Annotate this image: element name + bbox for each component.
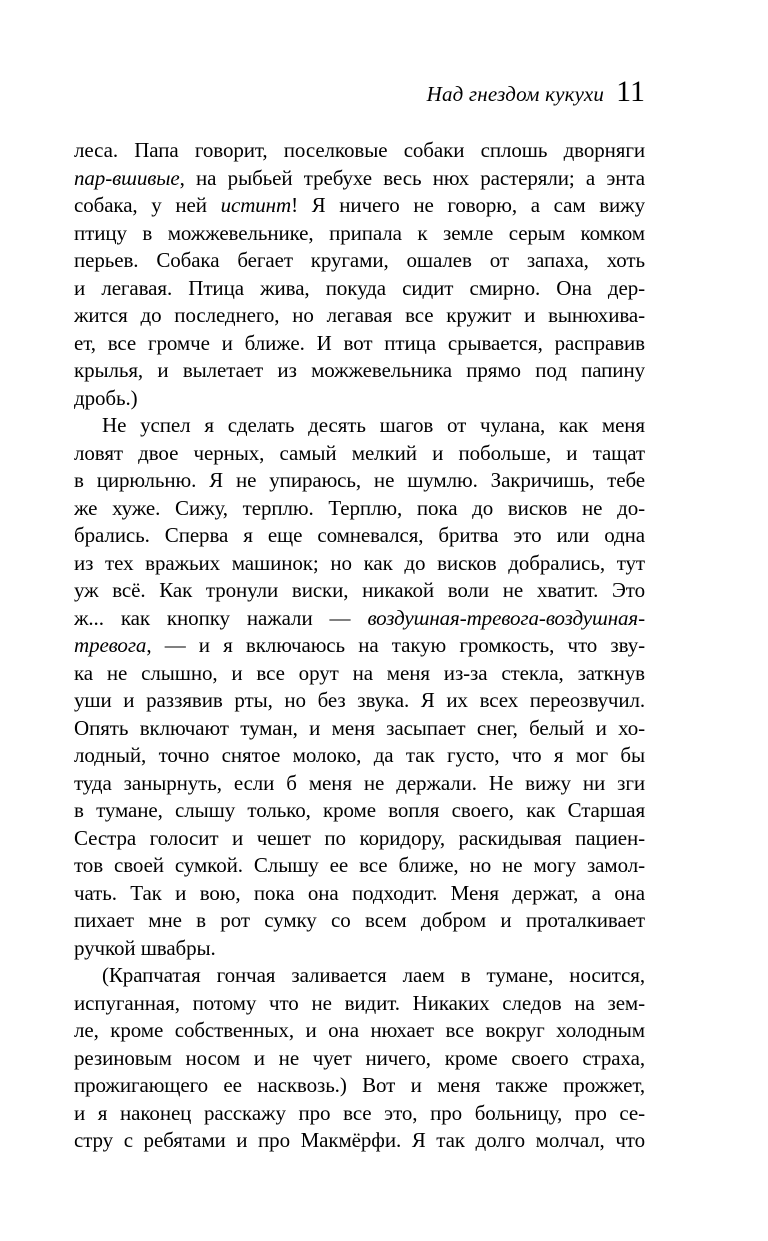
text-segment: в тумане, слышу только, кроме вопля своего, как Старшая — [74, 798, 645, 822]
text-segment: испуганная, потому что не видит. Никаких следов на зем- — [74, 990, 645, 1015]
text-line — [74, 495, 645, 523]
text-segment: в цирюльню. Я не упираюсь, не шумлю. Закричишь, тебе — [74, 468, 645, 492]
text-line — [74, 907, 645, 935]
paragraph — [74, 412, 645, 962]
text-line — [74, 550, 645, 578]
text-segment: леса. Папа говорит, поселковые собаки сплошь дворняги — [74, 138, 645, 162]
paragraph — [74, 962, 645, 1155]
text-segment: брались. Сперва я еще сомневался, бритва это или одна — [74, 523, 645, 547]
text-line — [74, 1017, 645, 1045]
text-line — [74, 440, 645, 468]
text-line — [74, 330, 645, 358]
text-segment: жится до последнего, но легавая все кружит и вынюхива- — [74, 303, 645, 327]
text-segment: уж всё. Как тронули виски, никакой воли не хватит. Это — [74, 578, 645, 602]
text-segment: тов своей сумкой. Слышу ее все ближе, но не могу замол- — [74, 853, 645, 877]
text-line — [74, 742, 645, 770]
text-line — [74, 137, 645, 165]
text-line — [74, 412, 645, 440]
text-segment: прожигающего ее насквозь.) Вот и меня также прожжет, — [74, 1073, 645, 1097]
text-segment: ж... как кнопку нажали — — [74, 605, 368, 630]
text-segment: , на рыбьей требухе весь нюх растеряли; а энта — [179, 165, 645, 190]
text-segment: перьев. Собака бегает кругами, ошалев от запаха, хоть — [74, 248, 645, 272]
running-title: Над гнездом кукухи — [426, 82, 605, 106]
text-segment: крылья, и вылетает из можжевельника прямо под папину — [74, 358, 645, 382]
emphasis-text: пар-вшивые — [74, 165, 180, 190]
page-number: 11 — [616, 75, 645, 108]
text-segment: Не успел я сделать десять шагов от чулана, как меня — [102, 413, 645, 437]
text-line — [74, 1045, 645, 1073]
text-segment: из тех вражьих машинок; но как до висков добрались, тут — [74, 550, 645, 575]
text-line — [74, 275, 645, 303]
emphasis-text: истинт — [220, 193, 292, 217]
text-line — [74, 467, 645, 495]
text-line — [74, 770, 645, 798]
emphasis-text: тревога — [74, 633, 147, 657]
text-line — [74, 1127, 645, 1155]
text-line — [74, 852, 645, 880]
text-line — [74, 660, 645, 688]
text-line — [74, 357, 645, 385]
text-segment: дробь.) — [74, 385, 138, 410]
text-line — [74, 880, 645, 908]
text-segment: Сестра голосит и чешет по коридору, раскидывая пациен- — [74, 825, 645, 850]
text-segment: (Крапчатая гончая заливается лаем в тумане, носится, — [102, 963, 645, 987]
text-segment: ка не слышно, и все орут на меня из-за стекла, заткнув — [74, 660, 645, 685]
text-segment: и я наконец расскажу про все это, про больницу, про се- — [74, 1100, 645, 1125]
text-segment: же хуже. Сижу, терплю. Терплю, пока до висков не до- — [74, 495, 645, 520]
text-line — [74, 687, 645, 715]
text-segment: туда занырнуть, если б меня не держали. Не вижу ни зги — [74, 770, 645, 795]
text-segment: ручкой швабры. — [74, 935, 216, 960]
text-line — [74, 935, 645, 963]
page-header — [74, 75, 645, 109]
text-segment: пихает мне в рот сумку со всем добром и проталкивает — [74, 908, 645, 932]
text-segment: , — и я включаюсь на такую громкость, что зву- — [146, 633, 645, 657]
page-body — [74, 137, 645, 1155]
text-line — [74, 220, 645, 248]
text-line — [74, 990, 645, 1018]
text-line — [74, 247, 645, 275]
text-segment: уши и раззявив рты, но без звука. Я их всех переозвучил. — [74, 688, 645, 712]
text-line — [74, 522, 645, 550]
text-segment: ! Я ничего не говорю, а сам вижу — [291, 193, 645, 217]
emphasis-text: воздушная-тревога-воздушная- — [367, 605, 645, 630]
text-segment: ет, все громче и ближе. И вот птица срывается, расправив — [74, 330, 645, 355]
text-line — [74, 1072, 645, 1100]
text-line — [74, 962, 645, 990]
text-line — [74, 577, 645, 605]
text-segment: и легавая. Птица жива, покуда сидит смирно. Она дер- — [74, 275, 645, 300]
text-segment: Опять включают туман, и меня засыпает снег, белый и хо- — [74, 715, 645, 740]
text-segment: чать. Так и вою, пока она подходит. Меня держат, а она — [74, 880, 645, 905]
text-line — [74, 192, 645, 220]
text-line — [74, 715, 645, 743]
text-segment: ловят двое черных, самый мелкий и побольше, и тащат — [74, 440, 645, 465]
text-segment: ле, кроме собственных, и она нюхает все вокруг холодным — [74, 1018, 645, 1042]
text-line — [74, 825, 645, 853]
paragraph — [74, 137, 645, 412]
text-line — [74, 632, 645, 660]
text-segment: лодный, точно снятое молоко, да так густо, что я мог бы — [74, 743, 645, 767]
text-line — [74, 385, 645, 413]
text-segment: птицу в можжевельнике, припала к земле серым комком — [74, 220, 645, 245]
text-segment: резиновым носом и не чует ничего, кроме своего страха, — [74, 1045, 645, 1070]
text-line — [74, 302, 645, 330]
text-line — [74, 797, 645, 825]
text-line — [74, 1100, 645, 1128]
text-line — [74, 165, 645, 193]
text-segment: стру с ребятами и про Макмёрфи. Я так долго молчал, что — [74, 1128, 645, 1152]
text-line — [74, 605, 645, 633]
text-segment: собака, у ней — [74, 193, 221, 217]
